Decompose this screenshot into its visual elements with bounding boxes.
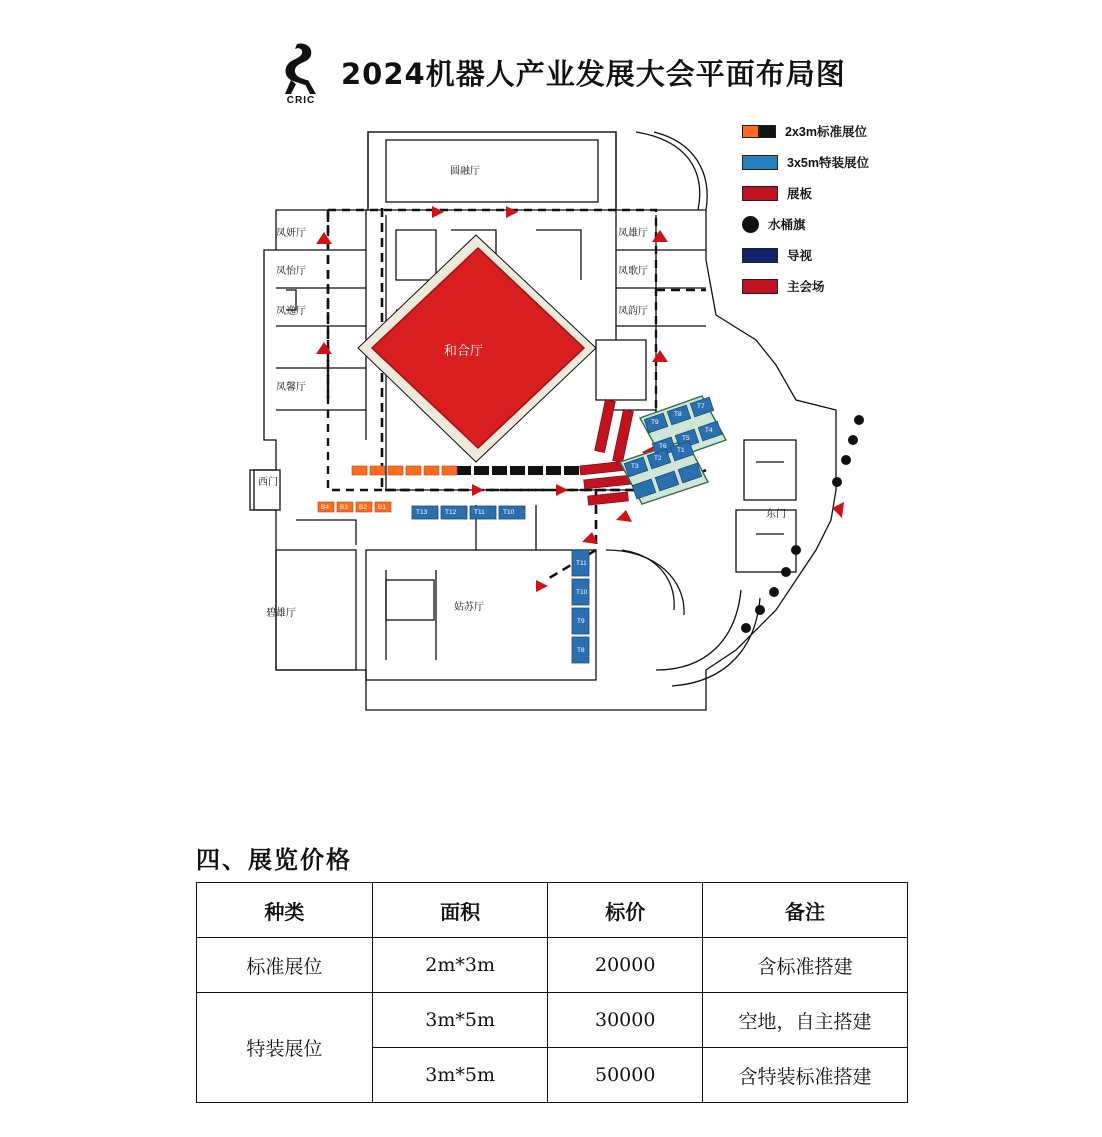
- map-label-fengxiong: 凤雄厅: [618, 228, 648, 239]
- booth-label-v-t11: T11: [576, 560, 587, 567]
- booth-label-v-t9: T9: [577, 618, 585, 625]
- cric-logo: [275, 40, 327, 104]
- map-label-yuanrong: 圆融厅: [450, 166, 480, 177]
- legend-label-standard: 2x3m标准展位: [785, 125, 867, 139]
- cell-note-special-1: 空地，自主搭建: [702, 993, 907, 1048]
- map-label-fengyun: 凤韵厅: [618, 306, 648, 317]
- booth-label-t12: T12: [445, 509, 457, 516]
- booth-label-t11: T11: [474, 509, 485, 516]
- booth-label-t10: T10: [503, 509, 515, 516]
- column-header-note: 备注: [702, 883, 907, 938]
- table-row: [197, 938, 908, 993]
- section-heading-price: 四、展览价格: [196, 845, 352, 874]
- cell-area-standard: 2m*3m: [372, 938, 548, 993]
- booth-label-t9: T9: [651, 419, 659, 426]
- map-label-gusu: 姑苏厅: [454, 602, 484, 613]
- document-header: [275, 40, 846, 104]
- booth-label-t5: T5: [682, 435, 690, 442]
- map-label-west-gate: 西门: [258, 477, 278, 488]
- cell-kind-special: 特装展位: [197, 993, 373, 1103]
- map-label-fengyi: 凤怡厅: [276, 266, 306, 277]
- map-label-fengyix: 凤逸厅: [276, 306, 306, 317]
- cell-note-standard: 含标准搭建: [702, 938, 907, 993]
- price-table: [196, 882, 908, 1103]
- legend-label-bucket-flag: 水桶旗: [768, 218, 806, 232]
- logo-caption: CRIC: [286, 95, 316, 106]
- booth-label-b1: B1: [378, 504, 386, 511]
- map-label-fengge: 凤歌厅: [618, 266, 648, 277]
- cell-price-special-1: 30000: [548, 993, 703, 1048]
- booth-label-t13: T13: [416, 509, 428, 516]
- booth-label-v-t10: T10: [576, 589, 588, 596]
- booth-label-b2: B2: [359, 504, 367, 511]
- map-label-fengyan: 凤妍厅: [276, 228, 306, 239]
- booth-label-t8: T8: [674, 411, 682, 418]
- map-label-fengxin: 凤馨厅: [276, 382, 306, 393]
- cell-price-standard: 20000: [548, 938, 703, 993]
- floor-plan-map: [236, 110, 896, 730]
- legend-label-special: 3x5m特装展位: [787, 156, 869, 170]
- legend-label-signage: 导视: [787, 249, 813, 263]
- table-header-row: [197, 883, 908, 938]
- map-label-bixiong: 碧雄厅: [266, 608, 296, 619]
- table-row: [197, 993, 908, 1048]
- cell-note-special-2: 含特装标准搭建: [702, 1048, 907, 1103]
- booth-label-b4: B4: [321, 504, 329, 511]
- cell-area-special-2: 3m*5m: [372, 1048, 548, 1103]
- booth-label-t7: T7: [697, 403, 705, 410]
- column-header-kind: 种类: [197, 883, 373, 938]
- map-label-main-hall: 和合厅: [444, 344, 484, 359]
- cell-price-special-2: 50000: [548, 1048, 703, 1103]
- booth-label-t6: T6: [659, 443, 667, 450]
- booth-label-v-t8: T8: [577, 647, 585, 654]
- legend-label-main-venue: 主会场: [787, 280, 825, 294]
- floor-plan-svg: [236, 110, 896, 730]
- cell-kind-standard: 标准展位: [197, 938, 373, 993]
- map-label-east-gate: 东门: [766, 509, 786, 520]
- booth-label-t2: T2: [654, 455, 662, 462]
- column-header-area: 面积: [372, 883, 548, 938]
- booth-label-b3: B3: [340, 504, 348, 511]
- page-title: 2024机器人产业发展大会平面布局图: [341, 56, 846, 91]
- booth-label-t4: T4: [705, 427, 713, 434]
- cell-area-special-1: 3m*5m: [372, 993, 548, 1048]
- column-header-price: 标价: [548, 883, 703, 938]
- legend-label-board: 展板: [787, 187, 813, 201]
- booth-label-t3: T3: [631, 463, 639, 470]
- booth-label-t1: T1: [677, 447, 685, 454]
